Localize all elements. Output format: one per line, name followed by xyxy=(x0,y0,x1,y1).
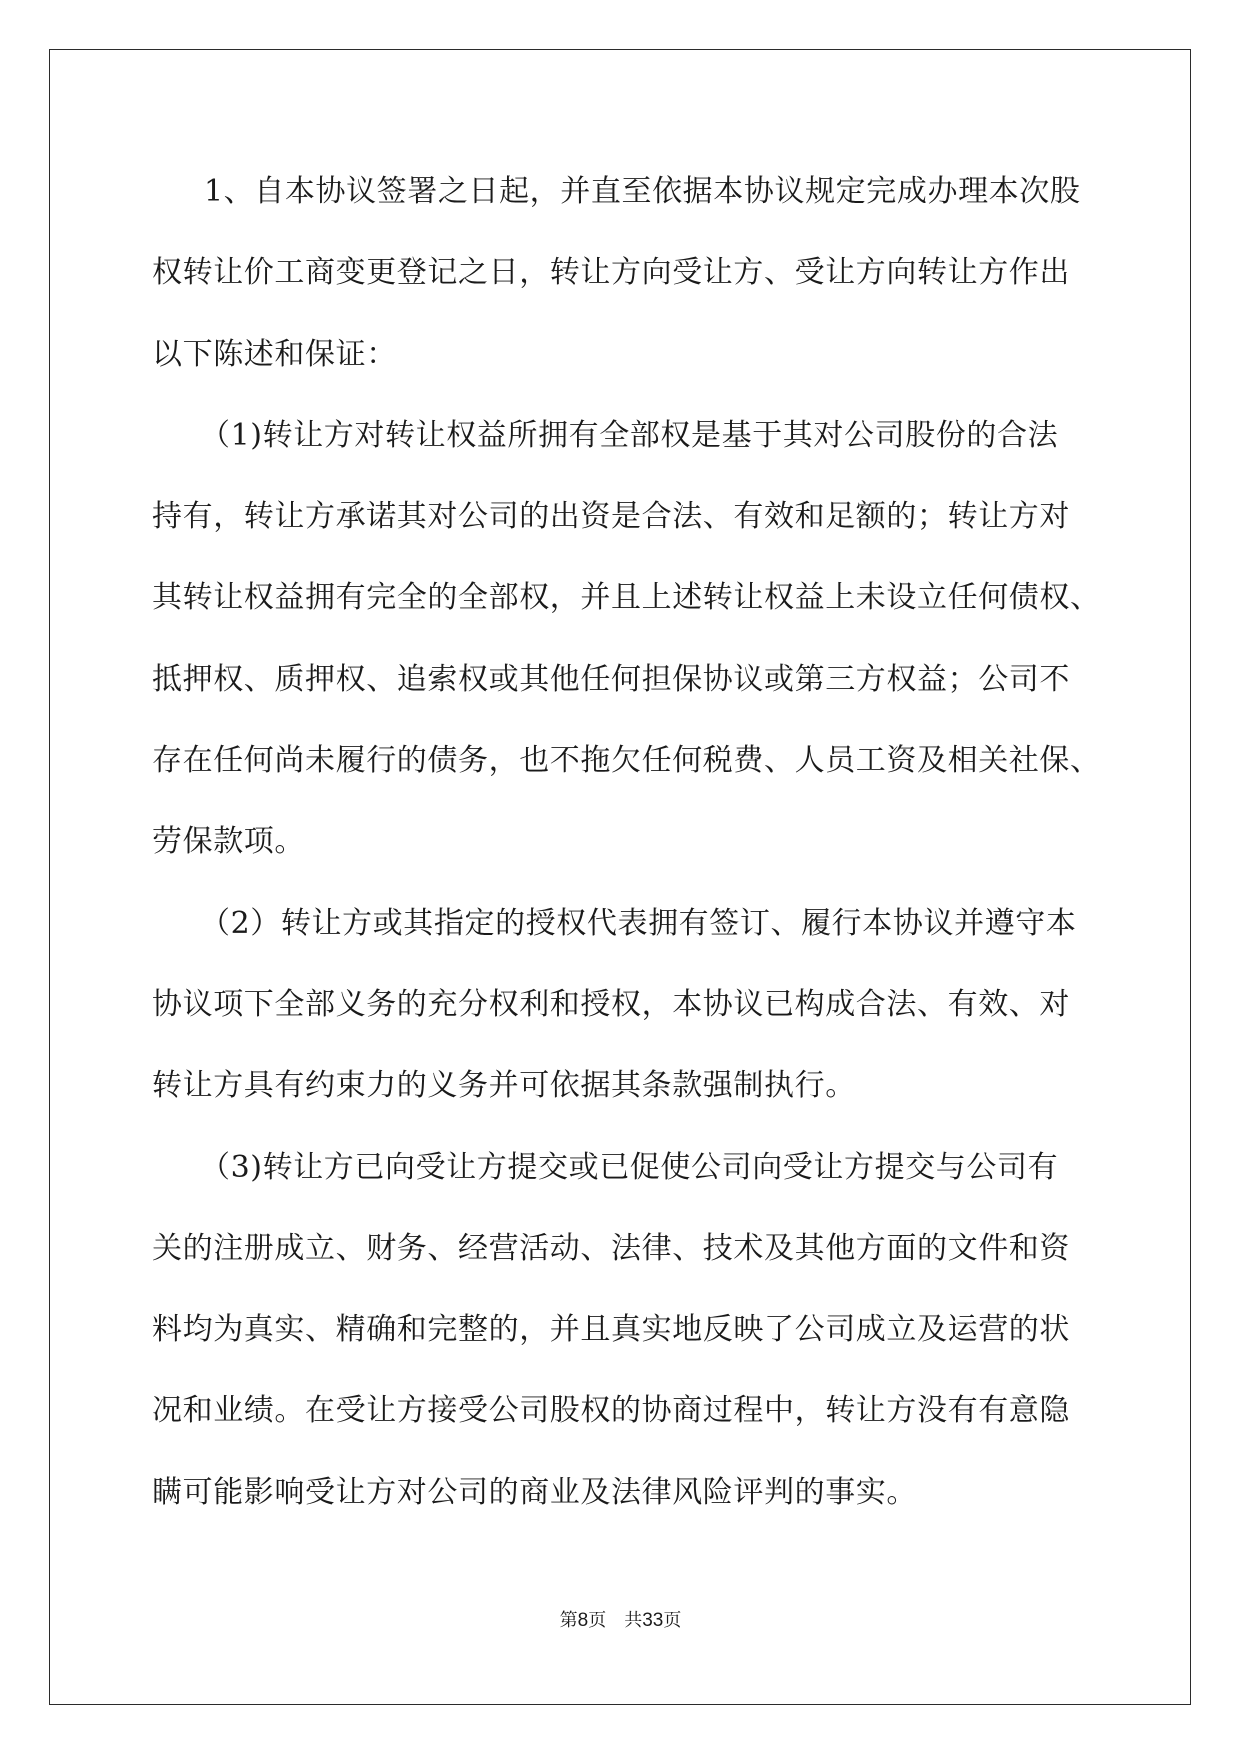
text-line: 瞒可能影响受让方对公司的商业及法律风险评判的事实。 xyxy=(152,1474,917,1510)
page-footer xyxy=(0,1606,1241,1632)
text-line: （3)转让方已向受让方提交或已促使公司向受让方提交与公司有 xyxy=(200,1149,1059,1185)
text-line: 劳保款项。 xyxy=(152,824,305,860)
text-line: 持有，转让方承诺其对公司的出资是合法、有效和足额的；转让方对 xyxy=(152,499,1070,535)
text-line: （2）转让方或其指定的授权代表拥有签订、履行本协议并遵守本 xyxy=(200,905,1077,941)
current-page-number: 8 xyxy=(577,1610,589,1631)
text-line: 1、自本协议签署之日起，并直至依据本协议规定完成办理本次股 xyxy=(204,174,1081,209)
text-line: 料均为真实、精确和完整的，并且真实地反映了公司成立及运营的状 xyxy=(152,1312,1070,1348)
text-line: 况和业绩。在受让方接受公司股权的协商过程中，转让方没有有意隐 xyxy=(152,1393,1070,1429)
document-body xyxy=(152,162,1101,1544)
text-line: 存在任何尚未履行的债务，也不拖欠任何税费、人员工资及相关社保、 xyxy=(152,743,1101,779)
text-line: 以下陈述和保证： xyxy=(152,336,397,372)
text-line: 权转让价工商变更登记之日，转让方向受让方、受让方向转让方作出 xyxy=(152,255,1070,291)
text-line: 其转让权益拥有完全的全部权，并且上述转让权益上未设立任何债权、 xyxy=(152,580,1101,616)
footer-mid: 页 共 xyxy=(588,1610,643,1631)
text-line: 关的注册成立、财务、经营活动、法律、技术及其他方面的文件和资 xyxy=(152,1230,1070,1266)
footer-prefix: 第 xyxy=(559,1610,578,1631)
text-line: （1)转让方对转让权益所拥有全部权是基于其对公司股份的合法 xyxy=(200,417,1059,453)
text-line: 转让方具有约束力的义务并可依据其条款强制执行。 xyxy=(152,1068,856,1104)
total-page-number: 33 xyxy=(642,1610,664,1631)
footer-suffix: 页 xyxy=(663,1610,682,1631)
text-line: 抵押权、质押权、追索权或其他任何担保协议或第三方权益；公司不 xyxy=(152,661,1070,697)
text-line: 协议项下全部义务的充分权利和授权，本协议已构成合法、有效、对 xyxy=(152,986,1070,1022)
